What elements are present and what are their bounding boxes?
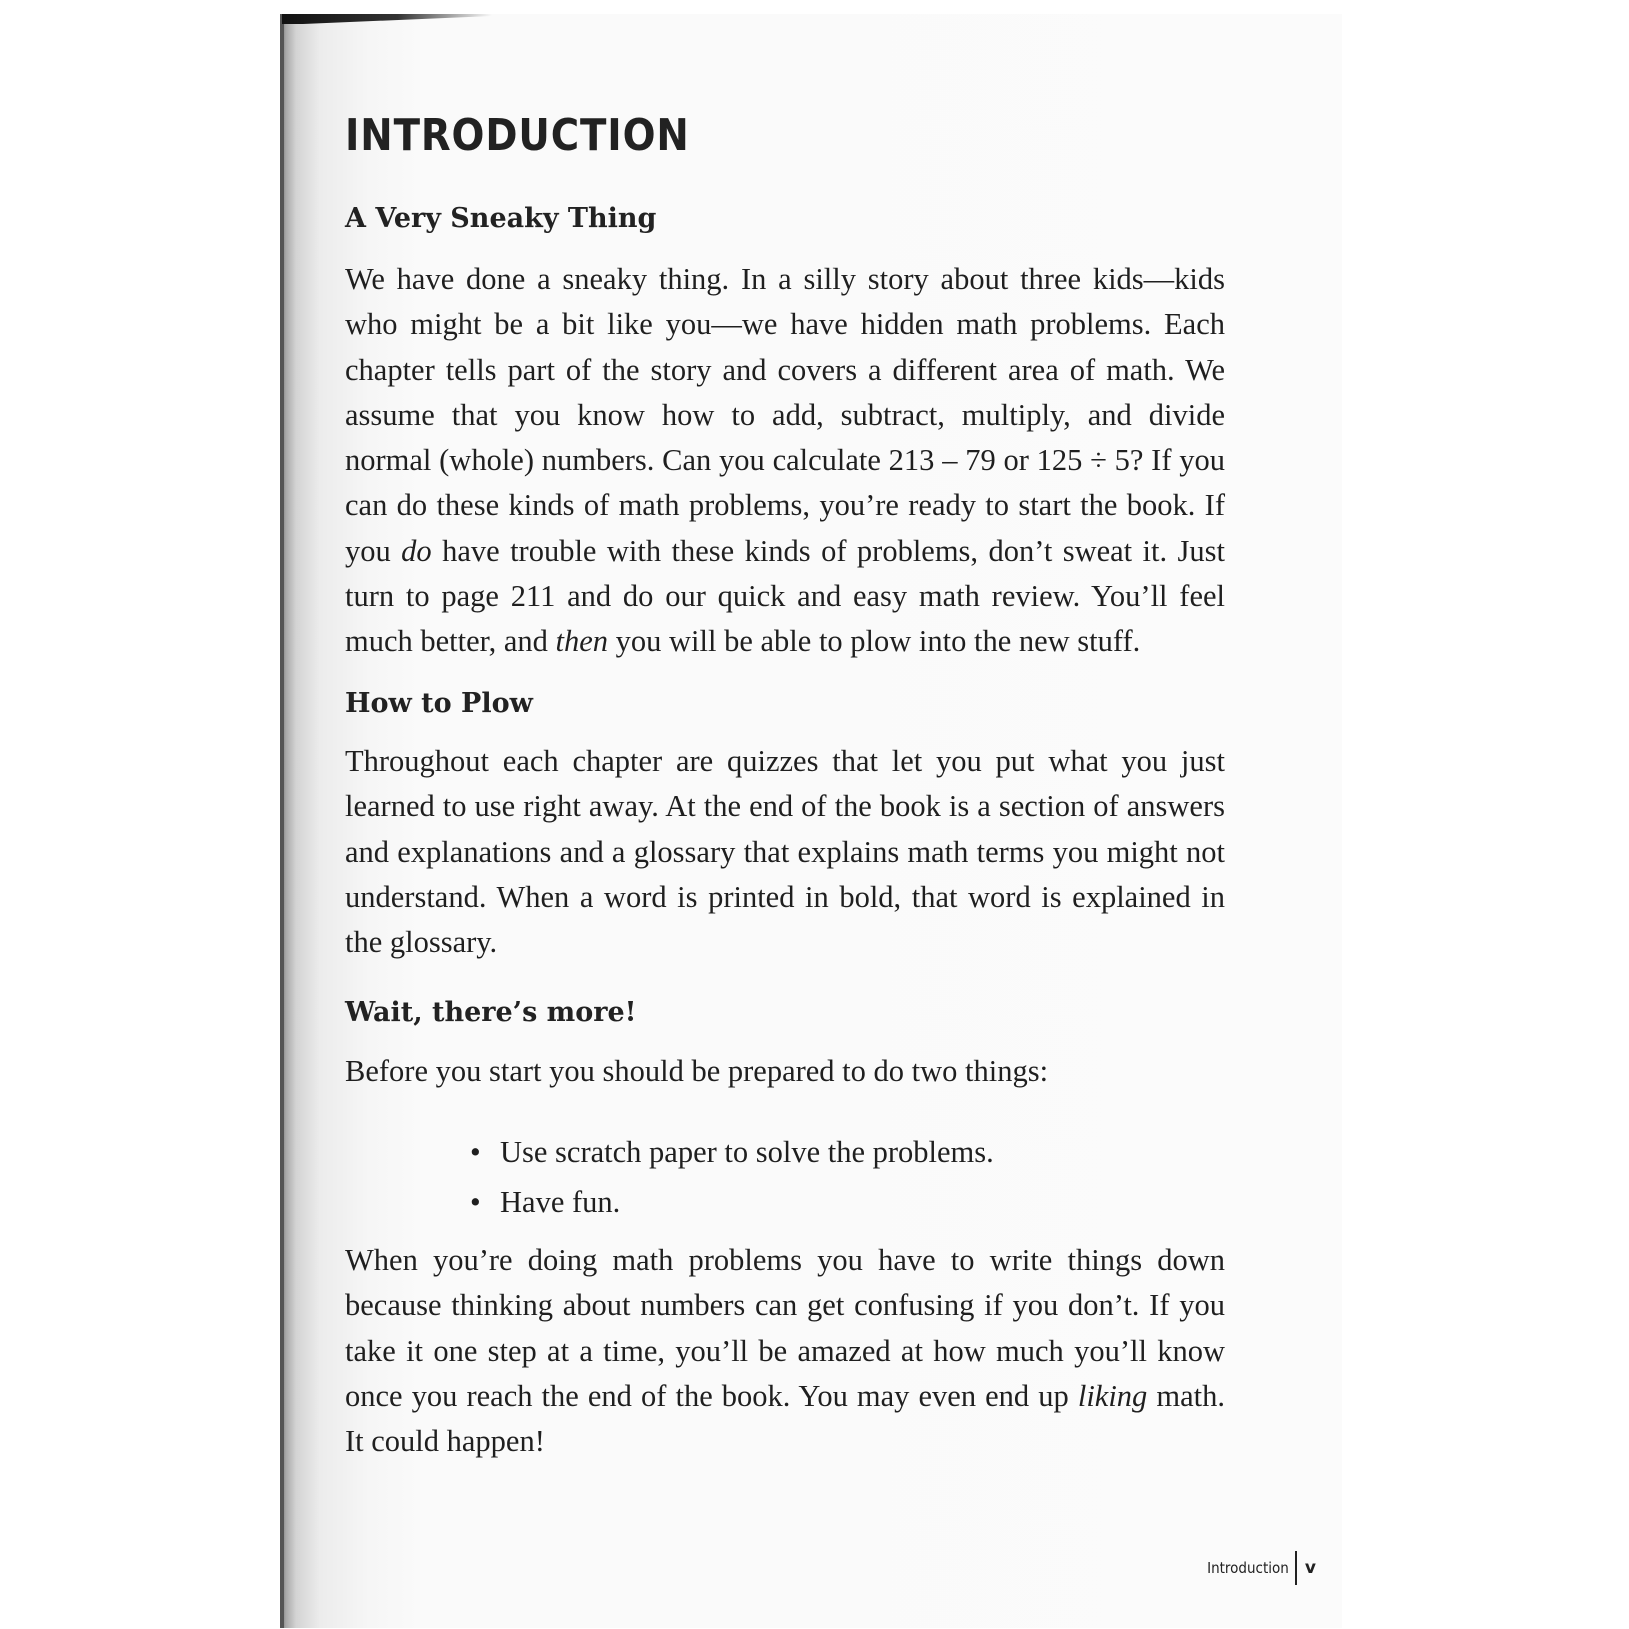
footer-divider — [1295, 1551, 1297, 1585]
page-spine-edge — [280, 14, 284, 1628]
bullet-item — [470, 1127, 994, 1177]
bullet-dot-icon: • — [470, 1185, 481, 1219]
text-run: have trouble with these kinds of problems, don’t sweat it. Just turn to page 211 and do our quick and easy math review. You’ll feel much better, and — [345, 533, 1226, 659]
section-heading-sneaky-thing: A Very Sneaky Thing — [345, 203, 657, 234]
italic-text-run: then — [555, 624, 609, 659]
bullet-item — [470, 1177, 994, 1227]
italic-text-run: do — [401, 533, 432, 568]
text-run: you will be able to plow into the new stuff. — [608, 624, 1141, 659]
bullet-dot-icon: • — [470, 1135, 481, 1169]
page-number: v — [1304, 1558, 1316, 1578]
paragraph-how-to-plow — [345, 739, 1225, 965]
italic-text-run: liking — [1077, 1378, 1148, 1413]
text-run: math. It could happen! — [345, 1378, 1225, 1459]
running-footer-label: Introduction — [1207, 1559, 1289, 1577]
section-heading-how-to-plow: How to Plow — [345, 688, 533, 719]
page-footer — [1198, 1548, 1316, 1588]
text-run: When you’re doing math problems you have to write things down because thinking about numbers can get confusing if you don’t. If you take it one step at a time, you’ll be amazed at how much you’ll know once you reach the end of the book. You may even end up — [345, 1243, 1225, 1413]
paragraph-closing — [345, 1238, 1225, 1464]
text-run: We have done a sneaky thing. In a silly story about three kids—kids who might be a bit like you—we have hidden math problems. Each chapter tells part of the story and covers a different area of math. We assume that you know how to add, subtract, multiply, and divide normal (whole) numbers. Can you calculate 213 – 79 or 125 ÷ 5? If you can do these kinds of math problems, you’re ready to start the book. If you — [345, 262, 1225, 568]
bullet-text: Have fun. — [500, 1185, 621, 1219]
bullet-list — [470, 1127, 994, 1227]
paragraph-sneaky-thing — [345, 257, 1225, 665]
text-run: Throughout each chapter are quizzes that let you put what you just learned to use right away. At the end of the book is a section of answers and explanations and a glossary that explains math terms you might not understand. When a word is printed in bold, that word is explained in the glossary. — [345, 744, 1225, 960]
chapter-title: INTRODUCTION — [345, 110, 690, 161]
text-run: Before you start you should be prepared to do two things: — [345, 1054, 1049, 1088]
bullet-text: Use scratch paper to solve the problems. — [500, 1135, 994, 1169]
paragraph-wait-more — [345, 1049, 1225, 1094]
section-heading-wait-more: Wait, there’s more! — [345, 997, 637, 1028]
